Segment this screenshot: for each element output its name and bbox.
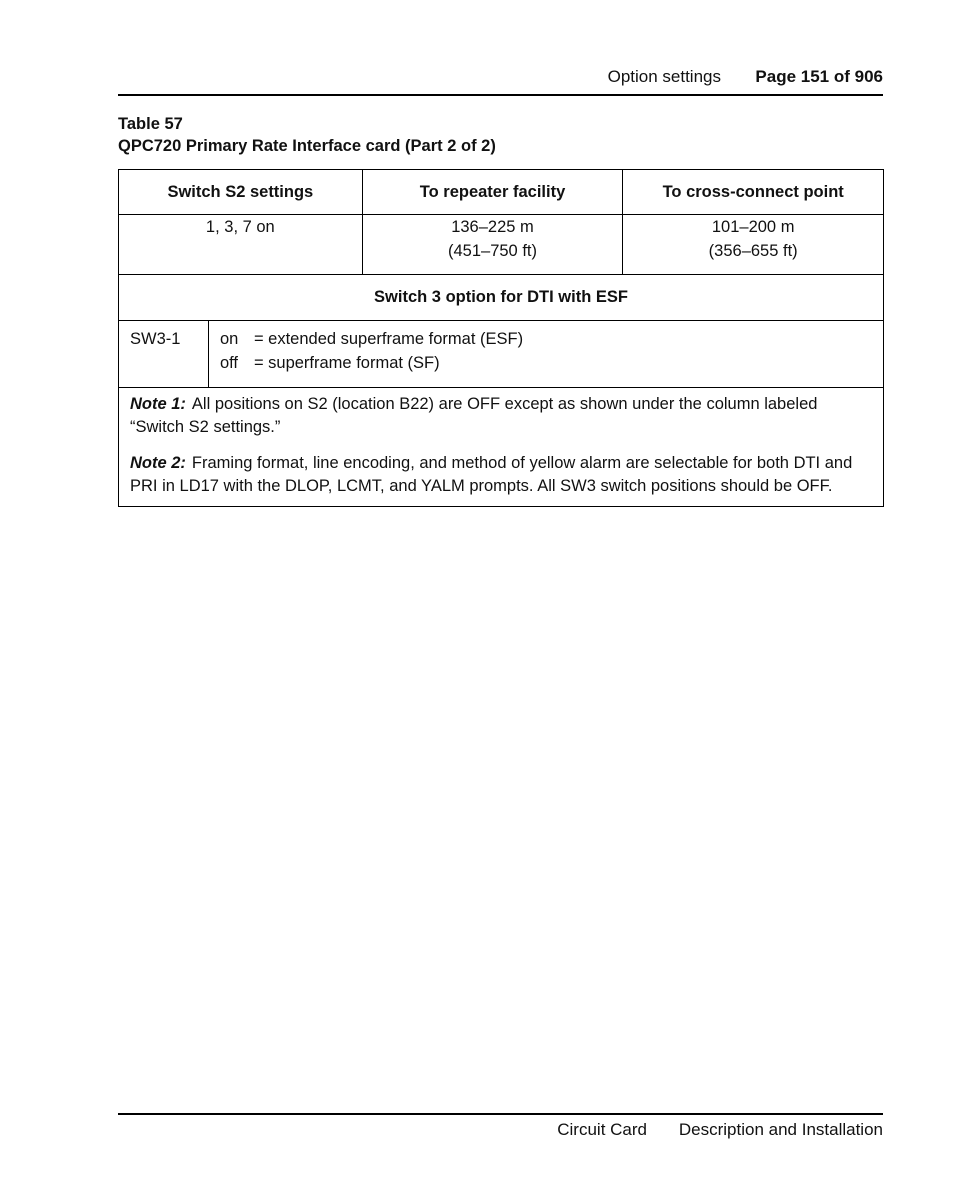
repeater-meters: 136–225 m bbox=[451, 218, 534, 236]
switch3-heading: Switch 3 option for DTI with ESF bbox=[119, 275, 884, 321]
settings-table bbox=[118, 169, 884, 507]
column-header-switch-s2: Switch S2 settings bbox=[119, 170, 363, 215]
option-description: = superframe format (SF) bbox=[253, 354, 440, 372]
notes-cell bbox=[119, 388, 884, 507]
switch3-option-off bbox=[220, 351, 883, 375]
note-1 bbox=[130, 393, 869, 439]
switch3-row bbox=[119, 321, 884, 388]
repeater-feet: (451–750 ft) bbox=[448, 242, 537, 260]
switch3-option-on bbox=[220, 327, 883, 351]
notes-row bbox=[119, 388, 884, 507]
note-2 bbox=[130, 452, 869, 498]
switch3-options bbox=[208, 321, 883, 388]
table-number: Table 57 bbox=[118, 115, 183, 133]
option-description: = extended superframe format (ESF) bbox=[253, 330, 524, 348]
header-section-title: Option settings bbox=[607, 67, 721, 86]
note-text: Framing format, line encoding, and method of yellow alarm are selectable for both DTI and PRI in LD17 with the DLOP, LCMT, and YALM prompts. All SW3 switch positions should be OFF. bbox=[130, 454, 853, 495]
page-footer bbox=[118, 1113, 883, 1145]
footer-document-series: Circuit Card bbox=[557, 1120, 647, 1139]
header-page-number: Page 151 of 906 bbox=[755, 67, 883, 86]
table-caption bbox=[118, 113, 496, 157]
note-label: Note 1: bbox=[130, 395, 186, 413]
cell-repeater-distance bbox=[362, 215, 623, 275]
footer-document-title: Description and Installation bbox=[678, 1120, 883, 1139]
table-row bbox=[119, 215, 884, 275]
crossconnect-meters: 101–200 m bbox=[711, 218, 795, 236]
option-key: off bbox=[219, 354, 238, 372]
column-header-crossconnect: To cross-connect point bbox=[623, 170, 884, 215]
cell-crossconnect-distance bbox=[623, 215, 884, 275]
table-title: QPC720 Primary Rate Interface card (Part 2 of 2) bbox=[118, 137, 496, 155]
switch3-heading-row bbox=[119, 275, 884, 321]
table-header-row bbox=[119, 170, 884, 215]
page-header bbox=[118, 64, 883, 96]
note-label: Note 2: bbox=[130, 454, 186, 472]
switch3-label: SW3-1 bbox=[119, 321, 209, 388]
crossconnect-feet: (356–655 ft) bbox=[708, 242, 798, 260]
switch-setting-value: 1, 3, 7 on bbox=[205, 218, 275, 236]
column-header-repeater: To repeater facility bbox=[362, 170, 623, 215]
cell-switch-setting bbox=[119, 215, 363, 275]
note-text: All positions on S2 (location B22) are OFF except as shown under the column labeled “Switch S2 settings.” bbox=[130, 395, 818, 436]
option-key: on bbox=[219, 330, 239, 348]
